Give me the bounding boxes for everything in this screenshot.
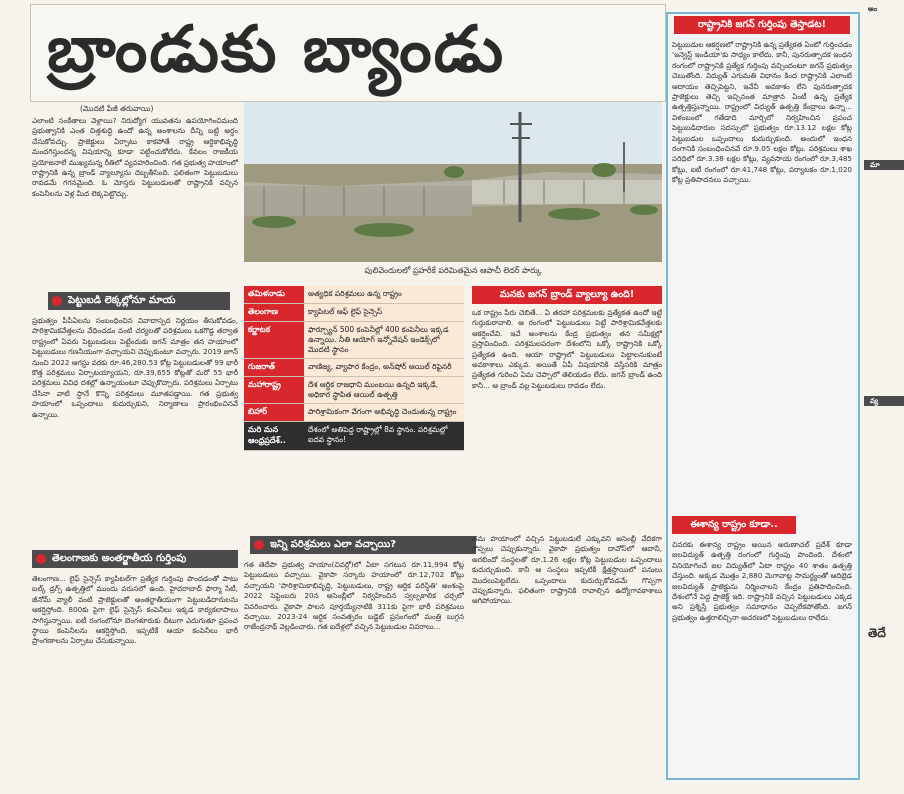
section-heading-investment: పెట్టుబడి లెక్కల్లోనూ మాయ — [48, 292, 230, 310]
table-state: తెలంగాణ — [244, 304, 304, 321]
section-body-northeast: చివరకు ఈశాన్య రాష్ట్రం అయిన అరుణాచల్ ప్రదేశ్ కూడా జలవిద్యుత్ ఉత్పత్తి రంగంలో గుర్తింపు పొందింది. దేశంలో వినియోగించే జల విద్యుత్‌లో ఏటా రాష్ట్రం 40 శాతం ఉత్పత్తి చేస్తుంది. అక్కడ మొత్తం 2,880 మెగావాట్ల సామర్థ్యంతో ఆదిభ్రెడ జలవిద్యుత్ ప్రాజెక్టును నిర్మించాలని కేంద్రం ప్రతిపాదించింది. దేశంలోనే పెద్ద ప్రాజెక్ట్ ఇది. రాష్ట్రానికి వచ్చిన పెట్టుబడులు ఎక్కడ అని ప్రశ్నిస్తే ప్రభుత్వం సమాధానం చెప్పలేకపోతోంది. జగన్ ప్రభుత్వం ఉత్తరాలిచ్చినా ఆచరణలో పెట్టుబడులు రాలేదు. — [672, 540, 852, 622]
section-heading-brand-value: మనకు జగన్ బ్రాండ్ వ్యాల్యూ ఉంది! — [472, 286, 662, 304]
adjacent-snippet: అం — [868, 5, 878, 13]
park-photo-illustration — [244, 102, 662, 262]
lead-text: ఎలాంటి సంకేతాలు వెళ్లాయి? నిరుద్యోగ యువతను ఉపయోగించిమంది ప్రభుత్వానికి ఎంత చిత్తశుద్ధి ఉందో ఉన్న అంశాలను దీన్ని బట్టి అర్థం చేసుకోవచ్చు. ప్రాజెక్టులు ఏర్పాటు కాకపోతే రాష్ట్ర ఆర్థికాభివృద్ధి మందగిస్తుందన్న విషయాన్ని కూడా పట్టించుకోలేదు. కేవలం రాజకీయ ప్రయోజనాలే ముఖ్యమన్న రీతిలో వ్యవహరించింది. గత ప్రభుత్వ హయాంలో రాష్ట్రానికి ఉన్న బ్రాండ్ వ్యాల్యూను దెబ్బతీసింది. ఫలితంగా పెట్టుబడులు రావడమే గగనమైంది. ఓ మోస్తరు పెట్టుబడులతో రాష్ట్రానికి వచ్చిన కంపెనీలను వెళ్ల మీద లెక్కపెట్టొచ్చు. — [32, 116, 238, 198]
adjacent-snippet: మా — [864, 160, 904, 170]
table-state: గుజరాత్ — [244, 359, 304, 376]
table-state: మహారాష్ట్ర — [244, 377, 304, 403]
table-row — [244, 304, 464, 322]
table-fact: క్యాపిటల్ ఆఫ్ లైఫ్ సైన్సెస్ — [304, 304, 464, 321]
headline-box — [30, 4, 666, 102]
section-body-industries: గత తెదేపా ప్రభుత్వ హయాం(చివర్లో)లో ఏటా సగటున రూ.11,994 కోట్ల పెట్టుబడులు వచ్చాయి. వైకాపా సర్కారు హయాంలో రూ.12,702 కోట్లు వచ్చాయని 'పారిశ్రామికాభివృద్ధి, పెట్టుబడులు, రాష్ట్ర ఆర్థిక పరిస్థితి' అంశంపై 2022 సెప్టెంబరు 20న అసెంబ్లీలో నిర్వహించిన స్వల్పకాలిక చర్చలో వివరించారు. వైకాపా పాలన పూర్తయ్యేనాటికి 311కు పైగా భారీ పరిశ్రమలు వచ్చాయి. 2023-24 ఆర్థిక సంవత్సరం బడ్జెట్ ప్రసంగంలో మంత్రి బుగ్గన రాజేంద్రనాథ్ వెల్లడించారు. గత ఐదేళ్లలో వచ్చిన పెట్టుబడుల వివరాలు... — [244, 560, 464, 632]
table-row — [244, 286, 464, 304]
table-row — [244, 404, 464, 422]
states-table — [244, 286, 464, 451]
adjacent-snippet: తెదే — [868, 626, 886, 640]
table-fact: అత్యధిక పరిశ్రమలు ఉన్న రాష్ట్రం — [304, 286, 464, 303]
section-body-telangana: తెలంగాణ... లైఫ్ సైన్సెస్ క్యాపిటల్‌గా ప్రత్యేక గుర్తింపు పొందడంతో పాటు బల్క్ డ్రగ్స్ ఉత్పత్తిలో ముందు వరుసలో ఉంది. హైదరాబాద్ ఫార్మా సిటీ, జీనోమ్ వ్యాలీ వంటి ప్రాజెక్టులతో అంతర్జాతీయంగా పెట్టుబడిదారులను ఆకర్షిస్తోంది. 800కు పైగా లైఫ్ సైన్సెస్ కంపెనీలు ఇక్కడ కార్యకలాపాలు సాగిస్తున్నాయి. ఐటీ రంగంలోనూ బెంగళూరుకు దీటుగా ఎదుగుతూ ప్రపంచ స్థాయి కంపెనీలను ఆకర్షిస్తోంది. ఇప్పటికే ఆయా కంపెనీలు భారీ ప్రాంగణాలను ఏర్పాటు చేసుకున్నాయి. — [32, 574, 238, 646]
table-row — [244, 359, 464, 377]
adjacent-snippet: వ్య — [864, 396, 904, 406]
section-heading-industries: ఇన్ని పరిశ్రమలు ఎలా వచ్చాయి? — [250, 536, 476, 554]
section-heading-northeast: ఈశాన్య రాష్ట్రం కూడా.. — [672, 516, 796, 534]
table-state: తమిళనాడు — [244, 286, 304, 303]
section-body-brand-value: ఒక రాష్ట్రం పేరు చెబితే... ఏ తరహా పరిశ్రమలకు ప్రత్యేకత ఉందో ఇట్టే గుర్తుకురావాలి. ఆ రంగంలో పెట్టుబడులు పెట్టే పారిశ్రామికవేత్తలకు ఆకర్షించేవి. ఇవే అంశాలను కేంద్ర ప్రభుత్వం తన సమీక్షల్లో ప్రస్తావించింది. పరిశ్రమలపరంగా దేశంలోని ఒక్కో రాష్ట్రానికి ఒక్కో ప్రత్యేకత ఉంది. ఆయా రాష్ట్రాలో పెట్టుబడులు పెట్టాలనుకుంటే అవకాశాలు ఎక్కువ. అయితే ఏపీ విషయానికి వస్తేసరికి మాత్రం ప్రత్యేకత గురించి ఏమ చెప్పాలో తెలియడం లేదు. జగన్ బ్రాండ్ ఉంది కానీ... ఆ బ్రాండ్ వల్ల పెట్టుబడులు రావడం లేదు. — [472, 308, 662, 390]
section-body-jagan-recognition: పెట్టుబడుల ఆకర్షణలో రాష్ట్రానికి ఉన్న ప్రత్యేకత ఏంటో గుర్తించడం 'ఇన్వెస్ట్ ఇండియా'కు సాధ్యం కాలేదు. కానీ, పునరుత్పాదక ఇంధన రంగంలో రాష్ట్రానికి ప్రత్యేక గుర్తింపు వచ్చిందంటూ జగన్ ప్రభుత్వం చెబుతోంది. విద్యుత్ ఎగుమతి విధానం కింద రాష్ట్రానికి ఎలాంటి ఆదాయం తెచ్చిపెట్టని, ఇవేవీ అవకాశం లేని పునరుత్పాదక ప్రాజెక్టులు తెచ్చి ఇచ్చినంత మాత్రాన ఏంటీ ఉన్న ప్రత్యేక ఉత్పత్తిస్తున్నాయి. రాష్ట్రంలో విద్యుత్ ఉత్పత్తి కేంద్రాలు ఉన్నా... విళంబంలో గతేడాది మార్చిలో నిర్వహించిన ప్రపంచ పెట్టుబడిదారుల సదస్సులో ప్రభుత్వం రూ.13.12 లక్షల కోట్ల పెట్టుబడుల ఒప్పందాలు కుదుర్చుకుంది. అందులో ఇంధన రంగానికి సంబంధించినవే రూ.9.05 లక్షల కోట్లు. పరిశ్రమలు శాఖ పరిధిలో రూ.3.38 లక్షల కోట్లు, వ్యవసాయ రంగంలో రూ.3,485 కోట్లు, ఐటీ రంగంలో రూ.41,748 కోట్లు, పర్యాటకం రూ.1,020 కోట్ల ప్రతిపాదనలు వచ్చాయి. — [672, 40, 852, 185]
adjacent-column — [864, 0, 904, 794]
table-state: కర్ణాటక — [244, 322, 304, 358]
table-state: మరి మన ఆంధ్రప్రదేశ్.. — [244, 422, 304, 450]
table-fact: దేశ ఆర్థిక రాజధాని ముంబయి ఉన్నది ఇక్కడే, అధికార స్థాపిత ఆయిల్ ఉత్పత్తి — [304, 377, 464, 403]
table-row-andhra — [244, 422, 464, 451]
headline: బ్రాండుకు బ్యాండు — [47, 13, 506, 87]
continuation-note: (మొదటి పేజీ తరువాయి) — [80, 104, 154, 113]
table-fact: దేశంలో అతిపెద్ద రాష్ట్రాల్లో 8వ స్థానం. పరిశ్రమల్లో ఐదవ స్థానం! — [304, 422, 464, 450]
section-body-investment: ప్రభుత్వం పీపీఏలను సంబంధించిన వివాదాస్పద నిర్ణయం తీసుకోవడం, పారిశ్రామికవేత్తలను వేధించడం వంటి చర్యలతో పరిశ్రమలు ఒకగొడ్డ తర్వాత రాష్ట్రంలో ఏవరు పెట్టుబడులు పెట్టేందుకు జగన్ మాత్రం తన హయాంలో పెట్టుబడులు గణనీయంగా వచ్చాయని చెప్పుకుంటూ వచ్చారు. 2019 జూన్ నుంచి 2022 ఆగస్టు వరకు రూ.46,280.53 కోట్ల పెట్టుబడులతో 99 భారీ కొత్త పరిశ్రమలు ఏర్పాటయ్యాయని, రూ.39,655 కోట్లతో మరో 55 భారీ పరిశ్రమలు వివిధ దశల్లో ఉన్నాయంటూ చెప్పుకొచ్చారు. పరిశ్రమలు ఏర్పాటు చేసినా వాటి స్థానే కొన్ని పరిశ్రమలు మూతపడ్డాయి. గత ప్రభుత్వ హయాంలో ఒప్పందాలు కుదుర్చుకుని, నిర్మాణాలు ప్రారంభించినవే ఉన్నాయి. — [32, 316, 238, 419]
section-heading-telangana: తెలంగాణకు అంతర్జాతీయ గుర్తింపు — [32, 550, 238, 568]
section-body-industries-cont: తమ హయాంలో వచ్చిన పెట్టుబడులే ఎక్కువని అసెంబ్లీ వేదికగా గొప్పలు చెప్పుకున్నారు. వైకాపా ప్రభుత్వం దావోస్‌లో ఆదానీ, అరబిందో సంస్థలతో రూ.1.26 లక్షల కోట్ల పెట్టుబడుల ఒప్పందాలు కుదుర్చుకుంది. కానీ ఆ సంస్థలు ఇప్పటికీ క్షేత్రస్థాయిలో పనులు మొదలుపెట్టలేదు. ఒప్పందాలు కుదుర్చుకోవడమే గొప్పగా చెప్పుకున్నారు. ఫలితంగా రాష్ట్రానికి రావాల్సిన ఉద్యోగావకాశాలు ఆగిపోయాయి. — [472, 534, 662, 606]
table-fact: ఫార్చ్యూన్ 500 కంపెనీల్లో 400 కంపెనీలు ఇక్కడ ఉన్నాయి. నీతి ఆయోగ్ ఇన్నోవేషన్ ఇండెక్స్‌లో మొదటి స్థానం — [304, 322, 464, 358]
photo-caption: పులివెందులలో ప్రహరీకే పరిమితమైన ఆపాచీ లెదర్ పార్కు — [364, 266, 542, 275]
table-fact: వాణిజ్య, వ్యాపార కేంద్రం, అన్‌షోర్ ఆయిల్ రిఫైనరీ — [304, 359, 464, 376]
park-photo — [244, 102, 662, 262]
section-heading-jagan-recognition: రాష్ట్రానికి జగన్ గుర్తింపు తెస్తాడట! — [674, 16, 850, 34]
table-row — [244, 322, 464, 359]
table-state: బిహార్ — [244, 404, 304, 421]
table-fact: పారిశ్రామికంగా వేగంగా అభివృద్ధి చెందుతున్న రాష్ట్రం — [304, 404, 464, 421]
table-row — [244, 377, 464, 404]
